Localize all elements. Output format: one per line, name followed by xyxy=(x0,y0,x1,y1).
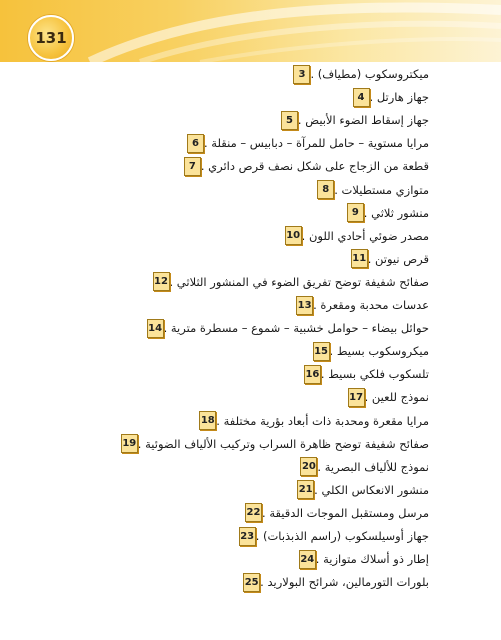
item-text: قرص نيوتن . xyxy=(367,251,429,266)
list-item xyxy=(141,319,429,337)
item-text: إطار ذو أسلاك متوازية . xyxy=(315,552,429,567)
item-text: متوازي مستطيلات . xyxy=(334,182,429,197)
item-text: نموذج للألياف البصرية . xyxy=(317,459,429,474)
item-number-box: 18 xyxy=(199,411,216,430)
item-text: منشور الانعكاس الكلي . xyxy=(314,482,429,497)
item-number-box: 11 xyxy=(351,249,368,268)
item-text: صفائح شفيفة توضح تفريق الضوء في المنشور الثلاثي . xyxy=(169,274,429,289)
list-item xyxy=(307,342,429,360)
item-text: ميكروسكوب بسيط . xyxy=(329,344,429,359)
item-text: قطعة من الزجاج على شكل نصف قرص دائري . xyxy=(200,159,429,174)
list-item xyxy=(233,527,429,545)
list-item xyxy=(279,227,429,245)
item-text: جهاز أوسيلسكوب (راسم الذبذبات) . xyxy=(255,529,429,543)
item-text: مصدر ضوئي أحادي اللون . xyxy=(301,228,429,243)
list-item xyxy=(291,481,429,499)
item-number-box: 13 xyxy=(296,296,313,315)
item-text: عدسات محدبة ومقعرة . xyxy=(313,298,429,312)
item-text: مرسل ومستقبل الموجات الدقيقة . xyxy=(262,505,429,520)
list-item xyxy=(115,435,429,453)
list-item xyxy=(293,550,429,568)
item-text: منشور ثلاثي . xyxy=(363,205,429,220)
item-number-box: 9 xyxy=(347,203,364,222)
item-text: حوائل بيضاء – حوامل خشبية – شموع – مسطرة مترية . xyxy=(163,321,429,336)
item-text: مرايا مستوية – حامل للمرآة – دبابيس – منقلة . xyxy=(204,136,429,151)
page-number-badge xyxy=(28,15,74,61)
list-item xyxy=(298,365,429,383)
list-item xyxy=(290,296,429,314)
list-item xyxy=(294,458,429,476)
item-number-box: 17 xyxy=(348,388,365,407)
page-number: 131 xyxy=(35,29,67,47)
item-number-box: 22 xyxy=(245,503,262,522)
item-number-box: 16 xyxy=(304,365,321,384)
list-item xyxy=(342,388,429,406)
item-text: جهاز هارتل . xyxy=(369,90,429,105)
list-item xyxy=(275,111,429,129)
list-item xyxy=(147,273,430,291)
item-number-box: 7 xyxy=(184,157,201,176)
item-text: نموذج للعين . xyxy=(364,390,429,405)
list-item xyxy=(341,204,429,222)
item-number-box: 5 xyxy=(281,111,298,130)
item-text: ميكتروسكوب (مطياف) . xyxy=(310,67,429,81)
item-number-box: 25 xyxy=(243,573,260,592)
list-item xyxy=(311,181,429,199)
item-number-box: 23 xyxy=(239,527,256,546)
list-item xyxy=(347,88,429,106)
item-number-box: 19 xyxy=(121,434,138,453)
item-number-box: 21 xyxy=(297,480,314,499)
list-item xyxy=(181,134,429,152)
list-item xyxy=(178,157,429,175)
decorative-swirl xyxy=(0,0,501,62)
item-number-box: 20 xyxy=(300,457,317,476)
item-number-box: 14 xyxy=(147,319,164,338)
item-text: تلسكوب فلكي بسيط . xyxy=(320,367,429,382)
list-item xyxy=(237,573,429,591)
item-number-box: 6 xyxy=(187,134,204,153)
list-item xyxy=(345,250,429,268)
header-band xyxy=(0,0,501,62)
item-number-box: 24 xyxy=(299,550,316,569)
item-number-box: 12 xyxy=(153,272,170,291)
item-text: بلورات التورمالين، شرائح البولاريد . xyxy=(260,575,429,590)
item-number-box: 8 xyxy=(317,180,334,199)
list-item xyxy=(287,65,429,83)
list-item xyxy=(239,504,429,522)
item-text: مرايا مقعرة ومحدبة ذات أبعاد بؤرية مختلفة . xyxy=(216,413,429,428)
item-number-box: 4 xyxy=(353,88,370,107)
item-text: صفائح شفيفة توضح ظاهرة السراب وتركيب الألياف الضوئية . xyxy=(137,436,429,451)
item-number-box: 15 xyxy=(313,342,330,361)
list-item xyxy=(193,412,429,430)
item-text: جهاز إسقاط الضوء الأبيض . xyxy=(297,113,429,128)
item-number-box: 10 xyxy=(285,226,302,245)
item-number-box: 3 xyxy=(293,65,310,84)
